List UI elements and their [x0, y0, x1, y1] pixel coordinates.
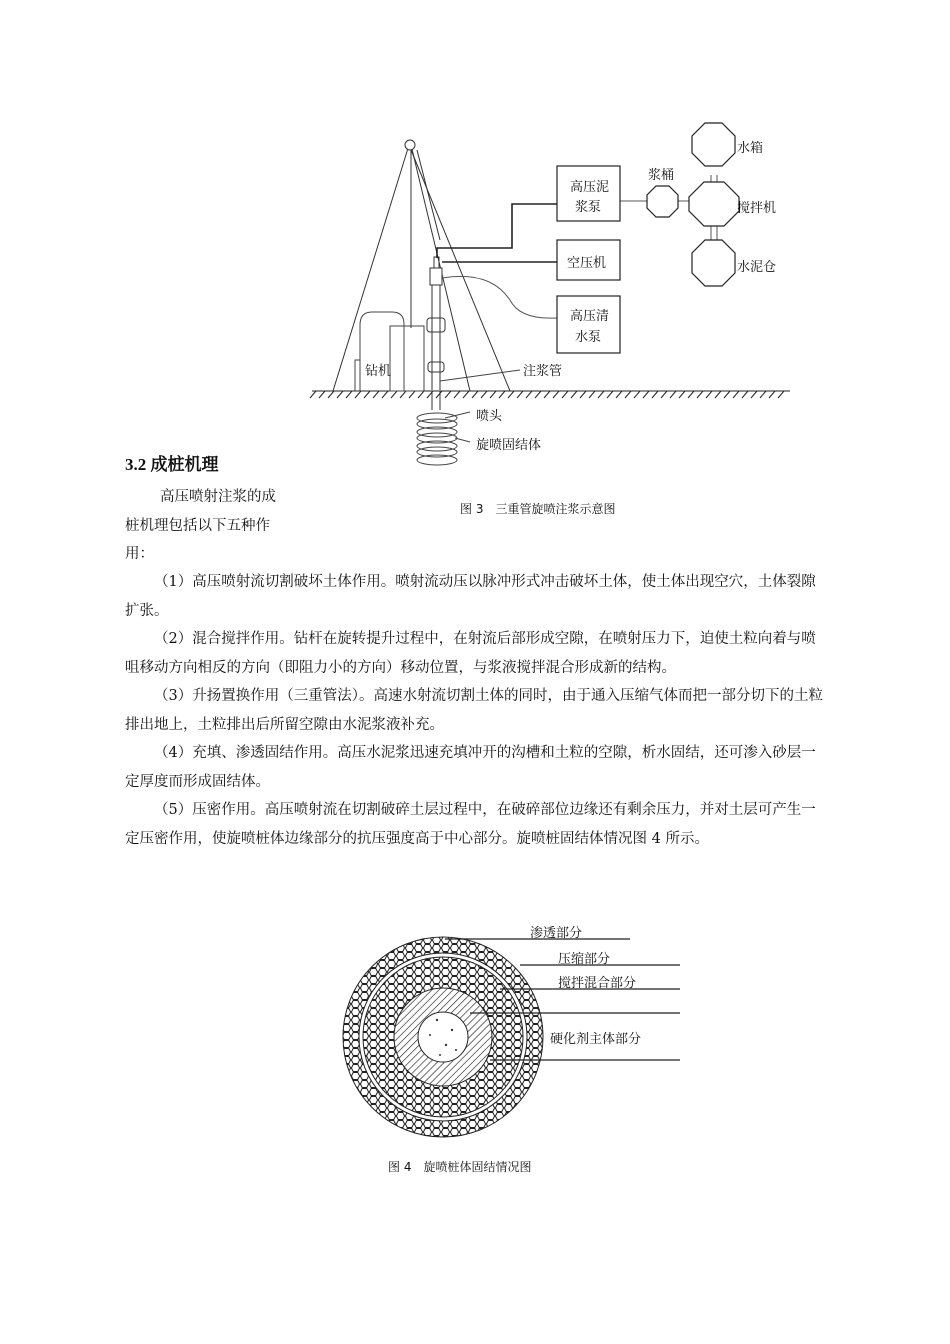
ground-hatch-mark: [355, 391, 361, 398]
hardener-core: [418, 1012, 468, 1062]
ground-hatch-mark: [508, 391, 514, 398]
slurry-bucket-shape: [647, 186, 678, 217]
hoses: [437, 204, 557, 262]
ground-hatch-mark: [391, 391, 397, 398]
ground-hatch-mark: [382, 391, 388, 398]
label-hp-mud-pump-1: 高压泥: [570, 180, 610, 195]
paragraph-5: （5）压密作用。高压喷射流在切割破碎土层过程中，在破碎部位边缘还有剩余压力，并对土层可产生一定压密作用，使旋喷桩体边缘部分的抗压强度高于中心部分。旋喷桩固结体情况图 4 所示。: [125, 802, 816, 847]
intro-line-3: 用：: [125, 546, 154, 562]
label-permeation: 渗透部分: [530, 926, 583, 941]
ground-hatch-mark: [571, 391, 577, 398]
ground-hatch-mark: [337, 391, 343, 398]
ground-hatch-mark: [364, 391, 370, 398]
water-tank-shape: [692, 123, 735, 166]
ground-hatch-mark: [499, 391, 505, 398]
ground-hatch-mark: [319, 391, 325, 398]
figure-4-caption: 图 4 旋喷桩体固结情况图: [388, 1160, 532, 1174]
pulley: [405, 140, 415, 150]
drill-rig-body: [355, 312, 424, 391]
paragraph-2: （2）混合搅拌作用。钻杆在旋转提升过程中，在射流后部形成空隙，在喷射压力下，迫使土粒向着与喷咀移动方向相反的方向（即阻力小的方向）移动位置，与浆液搅拌混合形成新的结构。: [125, 631, 816, 676]
ground-hatch-mark: [346, 391, 352, 398]
ground-hatch-mark: [733, 391, 739, 398]
ground-hatch-mark: [589, 391, 595, 398]
label-hp-water-pump-2: 水泵: [575, 330, 602, 345]
paragraph-1: （1）高压喷射流切割破坏土体作用。喷射流动压以脉冲形式冲击破坏土体，使土体出现空穴，土体裂隙扩张。: [125, 574, 816, 619]
label-mixer: 搅拌机: [737, 201, 777, 216]
ground-hatch-mark: [724, 391, 730, 398]
ground: [310, 391, 790, 398]
ground-hatch-mark: [652, 391, 658, 398]
ground-hatch-mark: [526, 391, 532, 398]
paragraph-3: （3）升扬置换作用（三重管法）。高速水射流切割土体的同时，由于通入压缩气体而把一部分切下的土粒排出地上，土粒排出后所留空隙由水泥浆液补充。: [125, 688, 823, 733]
body-paragraphs: [125, 568, 830, 853]
ground-hatch-mark: [409, 391, 415, 398]
intro-line-1: 高压喷射注浆的成: [160, 489, 276, 505]
ground-hatch-mark: [616, 391, 622, 398]
label-slurry-bucket: 浆桶: [648, 168, 675, 183]
label-cement-silo: 水泥仓: [737, 260, 777, 275]
ground-hatch-mark: [436, 391, 442, 398]
figure-3-caption: 图 3 三重管旋喷注浆示意图: [460, 502, 616, 516]
label-drill-rig: 钻机: [365, 364, 392, 379]
ground-hatch-mark: [517, 391, 523, 398]
cement-silo-shape: [692, 240, 735, 286]
label-compaction: 压缩部分: [558, 952, 611, 967]
label-air-compressor: 空压机: [567, 256, 607, 271]
ground-hatch-mark: [454, 391, 460, 398]
label-water-tank: 水箱: [737, 141, 764, 156]
ground-hatch-mark: [760, 391, 766, 398]
figure-3-diagram: [300, 115, 820, 480]
ground-hatch-mark: [580, 391, 586, 398]
ground-hatch-mark: [742, 391, 748, 398]
label-grout-pipe: 注浆管: [523, 364, 563, 379]
paragraph-4: （4）充填、渗透固结作用。高压水泥浆迅速充填冲开的沟槽和土粒的空隙，析水固结，还可渗入砂层一定厚度而形成固结体。: [125, 745, 816, 790]
ground-hatch-mark: [544, 391, 550, 398]
grout-pipe: [427, 257, 445, 410]
ground-hatch-mark: [688, 391, 694, 398]
ground-hatch-mark: [562, 391, 568, 398]
ground-hatch-mark: [751, 391, 757, 398]
label-mixing: 搅拌混合部分: [558, 976, 637, 991]
mixer-shape: [689, 182, 739, 226]
intro-line-2: 桩机理包括以下五种作: [125, 518, 270, 534]
ground-hatch-mark: [607, 391, 613, 398]
ground-hatch-mark: [535, 391, 541, 398]
jet-body-coils: [417, 413, 457, 465]
ground-hatch-mark: [418, 391, 424, 398]
ground-hatch-mark: [445, 391, 451, 398]
ground-hatch-mark: [400, 391, 406, 398]
label-nozzle: 喷头: [476, 409, 503, 424]
ground-hatch-mark: [769, 391, 775, 398]
label-jet-body: 旋喷固结体: [476, 438, 542, 453]
ground-hatch-mark: [553, 391, 559, 398]
ground-hatch-mark: [661, 391, 667, 398]
ground-hatch-mark: [472, 391, 478, 398]
ground-hatch-mark: [778, 391, 784, 398]
label-hp-mud-pump-2: 浆泵: [575, 200, 602, 215]
ground-hatch-mark: [697, 391, 703, 398]
label-hardener: 硬化剂主体部分: [550, 1032, 642, 1047]
ground-hatch-mark: [625, 391, 631, 398]
ground-hatch-mark: [670, 391, 676, 398]
ground-hatch-mark: [310, 391, 316, 398]
label-hp-water-pump-1: 高压清: [570, 309, 610, 324]
ground-hatch-mark: [634, 391, 640, 398]
ground-hatch-mark: [373, 391, 379, 398]
ground-hatch-mark: [643, 391, 649, 398]
section-heading: 3.2 成桩机理: [125, 455, 219, 474]
ground-hatch-mark: [463, 391, 469, 398]
ground-hatch-mark: [706, 391, 712, 398]
ground-hatch-mark: [715, 391, 721, 398]
ground-hatch-mark: [598, 391, 604, 398]
ground-hatch-mark: [679, 391, 685, 398]
ground-hatch-mark: [490, 391, 496, 398]
ground-hatch-mark: [481, 391, 487, 398]
ground-hatch-mark: [328, 391, 334, 398]
